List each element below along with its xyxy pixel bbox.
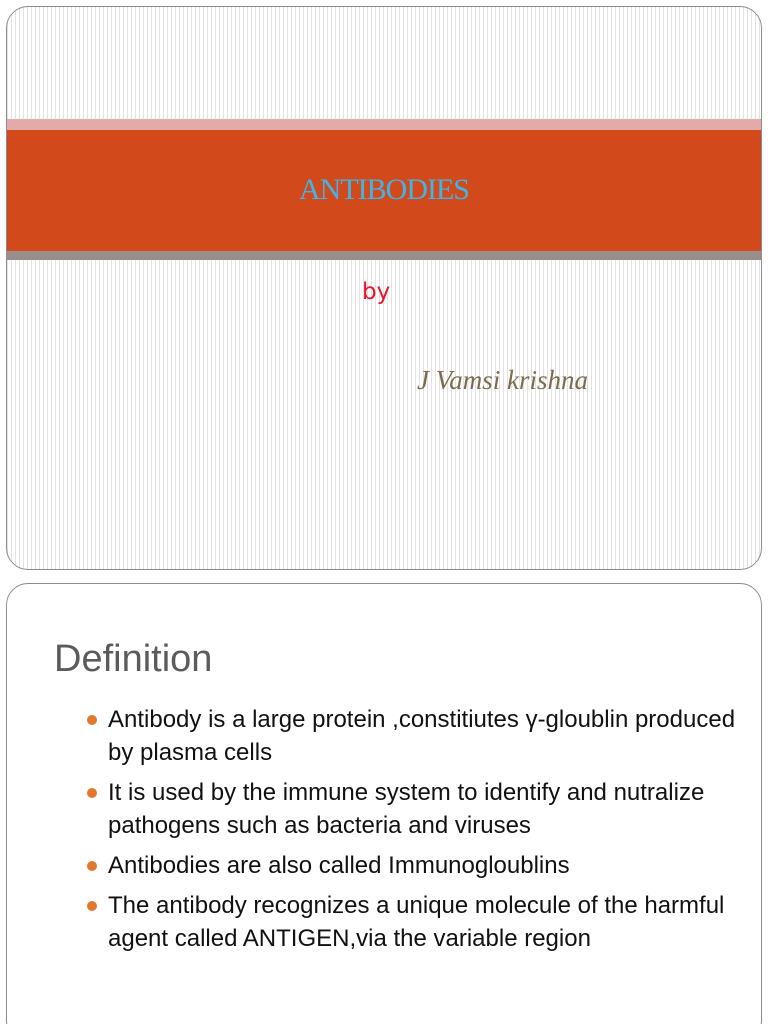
title-slide (6, 6, 762, 570)
author-name: J Vamsi krishna (417, 365, 588, 395)
slide-title: ANTIBODIES (299, 173, 469, 206)
bullet-item (87, 776, 737, 842)
title-underline-band (7, 251, 761, 260)
bullet-item (87, 849, 737, 882)
byline-label: by (362, 279, 391, 305)
slide-heading: Definition (54, 638, 213, 680)
bullet-list (87, 703, 737, 962)
title-accent-band (7, 119, 761, 130)
bullet-dot-icon (87, 788, 97, 798)
definition-slide (6, 583, 762, 1024)
bullet-dot-icon (87, 715, 97, 725)
bullet-item (87, 889, 737, 955)
bullet-dot-icon (87, 901, 97, 911)
bullet-item (87, 703, 737, 769)
bullet-text: Antibodies are also called Immunogloublins (108, 852, 570, 879)
bullet-text: It is used by the immune system to identify and nutralize pathogens such as bacteria and viruses (108, 779, 705, 839)
bullet-dot-icon (87, 861, 97, 871)
bullet-text: Antibody is a large protein ,constitiutes γ-gloublin produced by plasma cells (108, 706, 736, 766)
bullet-text: The antibody recognizes a unique molecule of the harmful agent called ANTIGEN,via the variable region (108, 892, 725, 952)
